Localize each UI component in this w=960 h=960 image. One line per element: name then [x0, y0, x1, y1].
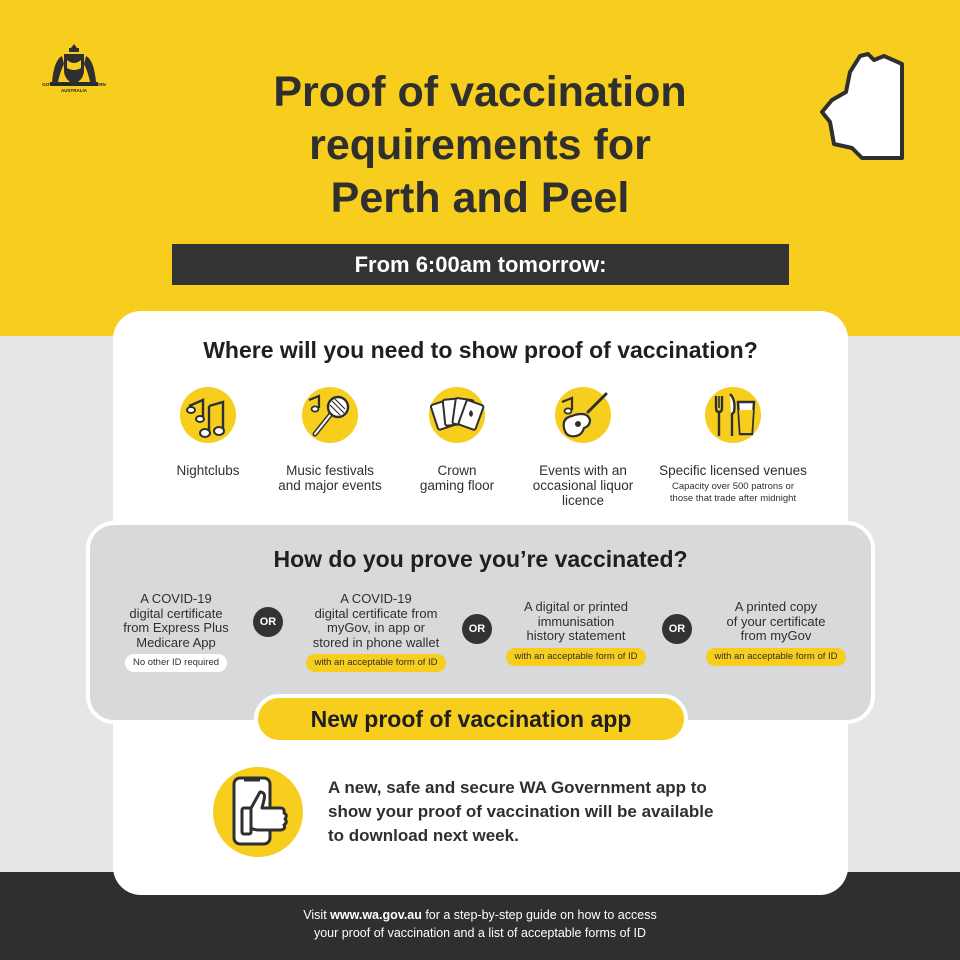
- western-australia-map-icon: [818, 50, 914, 166]
- page-title: Proof of vaccination requirements for Perth and Peel: [273, 68, 687, 222]
- venue-nightclubs: [168, 386, 248, 478]
- phone-thumbs-up-icon: [212, 766, 304, 858]
- footer-line-2: your proof of vaccination and a list of acceptable forms of ID: [313, 926, 647, 940]
- id-requirement-badge: with an acceptable form of ID: [306, 654, 445, 672]
- venue-occasional-liquor-licence: [520, 386, 646, 508]
- option-express-plus-medicare: A COVID-19 digital certificate from Express Plus Medicare App No other ID required: [112, 592, 240, 672]
- venue-music-festivals: [270, 386, 390, 493]
- venue-crown-gaming-floor: [412, 386, 502, 493]
- how-section-title: How do you prove you’re vaccinated?: [273, 546, 688, 572]
- option-mygov-digital-certificate: A COVID-19 digital certificate from myGov, in app or stored in phone wallet with an acceptable form of ID: [296, 592, 456, 672]
- cutlery-drink-icon: [704, 386, 762, 444]
- footer-line-1: Visit www.wa.gov.au for a step-by-step guide on how to access: [303, 908, 657, 922]
- venue-label: Crown gaming floor: [419, 463, 495, 493]
- id-requirement-badge: with an acceptable form of ID: [706, 648, 845, 666]
- option-immunisation-history: A digital or printed immunisation history statement with an acceptable form of ID: [496, 600, 656, 666]
- venue-label: Events with an occasional liquor licence: [532, 463, 634, 508]
- where-section-title: Where will you need to show proof of vaccination?: [203, 337, 758, 363]
- guitar-icon: [554, 386, 612, 444]
- crest-caption: GOVERNMENT OF WESTERN AUSTRALIA: [42, 82, 106, 93]
- or-badge: OR: [462, 614, 492, 644]
- id-requirement-badge: No other ID required: [125, 654, 227, 672]
- playing-cards-icon: [428, 386, 486, 444]
- effective-date-bar: From 6:00am tomorrow:: [172, 244, 789, 285]
- app-description: A new, safe and secure WA Government app to show your proof of vaccination will be available to download next week.: [328, 778, 714, 845]
- venue-sublabel: Capacity over 500 patrons or those that trade after midnight: [669, 481, 797, 504]
- id-requirement-badge: with an acceptable form of ID: [506, 648, 645, 666]
- website-link[interactable]: www.wa.gov.au: [330, 908, 422, 922]
- microphone-icon: [301, 386, 359, 444]
- footer-text: [0, 906, 960, 942]
- venue-label: Nightclubs: [176, 463, 240, 478]
- or-badge: OR: [662, 614, 692, 644]
- music-notes-icon: [179, 386, 237, 444]
- venue-label: Specific licensed venues: [659, 463, 807, 478]
- or-badge: OR: [253, 607, 283, 637]
- option-printed-mygov-certificate: A printed copy of your certificate from myGov with an acceptable form of ID: [696, 600, 856, 666]
- new-app-banner: New proof of vaccination app: [254, 694, 688, 744]
- venue-label: Music festivals and major events: [278, 463, 382, 493]
- venue-specific-licensed-venues: [650, 386, 816, 505]
